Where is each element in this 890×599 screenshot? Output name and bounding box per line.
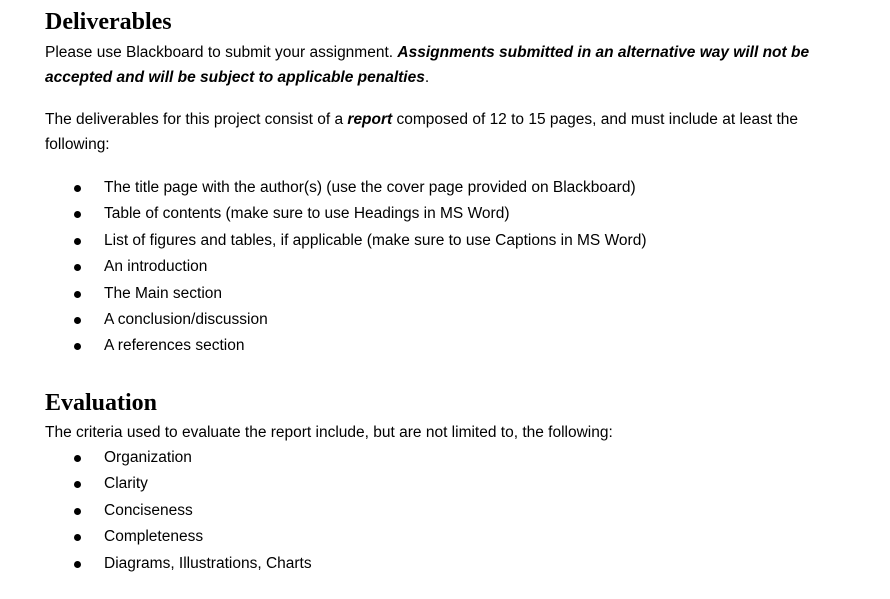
bullet-icon: [74, 317, 81, 324]
bullet-icon: [74, 561, 81, 568]
bullet-icon: [74, 481, 81, 488]
deliverables-list: [74, 175, 646, 360]
deliverables-heading: Deliverables: [45, 9, 172, 35]
evaluation-heading: Evaluation: [45, 390, 158, 416]
list-item: [74, 307, 646, 333]
deliverables-description-start: The deliverables for this project consist of a: [45, 111, 348, 128]
bullet-icon: [74, 185, 81, 192]
bullet-icon: [74, 534, 81, 541]
submission-instructions: [45, 40, 865, 90]
list-item-text: Clarity: [104, 475, 148, 493]
list-item-text: Conciseness: [104, 501, 193, 519]
submission-instructions-text: Please use Blackboard to submit your assignment.: [45, 44, 398, 61]
list-item-text: A references section: [104, 337, 245, 355]
list-item-text: Table of contents (make sure to use Headings in MS Word): [104, 205, 510, 223]
list-item: [74, 228, 646, 254]
bullet-icon: [74, 508, 81, 515]
list-item-text: List of figures and tables, if applicable (make sure to use Captions in MS Word): [104, 231, 647, 249]
list-item: [74, 471, 312, 497]
list-item: [74, 524, 312, 550]
list-item-text: An introduction: [104, 258, 208, 276]
list-item: [74, 333, 646, 359]
list-item-text: The title page with the author(s) (use the cover page provided on Blackboard): [104, 179, 636, 196]
evaluation-list: [74, 445, 312, 577]
list-item-text: Organization: [104, 449, 192, 466]
submission-warning: Assignments submitted in an alternative way will not be accepted and will be subject to applicable penalties: [45, 44, 810, 86]
evaluation-intro: The criteria used to evaluate the report include, but are not limited to, the following:: [45, 424, 613, 441]
bullet-icon: [74, 291, 81, 298]
deliverables-description: [45, 107, 865, 157]
bullet-icon: [74, 264, 81, 271]
list-item: [74, 254, 646, 280]
bullet-icon: [74, 211, 81, 218]
report-emphasis: report: [347, 111, 393, 128]
list-item: [74, 281, 646, 307]
bullet-icon: [74, 343, 81, 350]
list-item-text: A conclusion/discussion: [104, 310, 268, 328]
list-item-text: Completeness: [104, 528, 204, 546]
bullet-icon: [74, 455, 81, 462]
list-item: [74, 445, 312, 471]
list-item-text: Diagrams, Illustrations, Charts: [104, 554, 312, 572]
list-item: [74, 201, 646, 227]
list-item: [74, 175, 646, 201]
bullet-icon: [74, 238, 81, 245]
deliverables-description-end: composed of 12 to 15 pages, and must include at least the following:: [45, 111, 799, 153]
list-item: [74, 498, 312, 524]
submission-instructions-end: .: [424, 69, 430, 86]
list-item-text: The Main section: [104, 284, 223, 302]
list-item: [74, 551, 312, 577]
